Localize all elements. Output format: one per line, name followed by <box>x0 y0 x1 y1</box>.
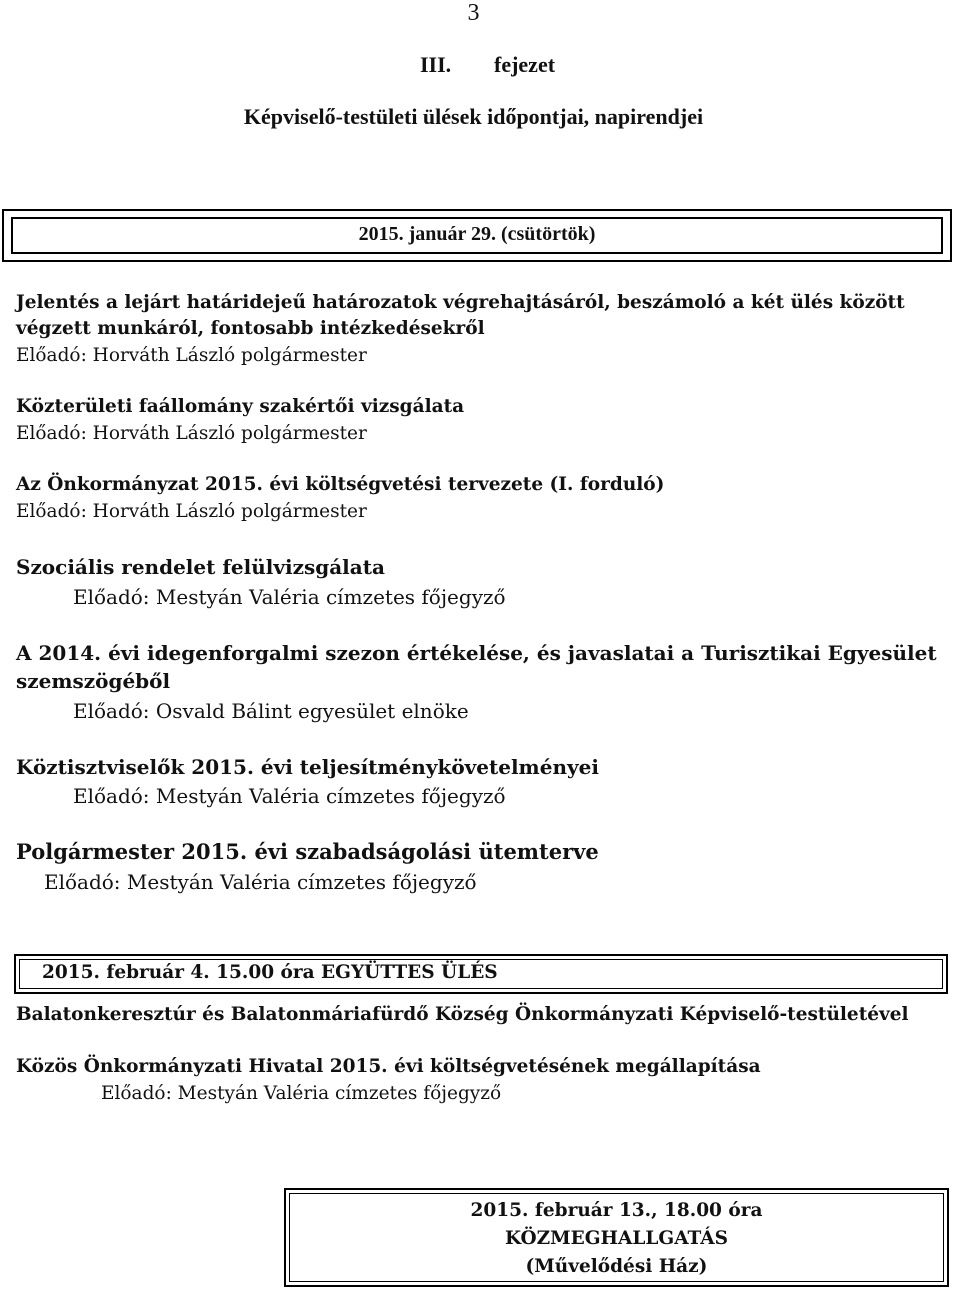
agenda-item-presenter: Előadó: Mestyán Valéria címzetes főjegyző <box>73 585 506 609</box>
agenda-item-title: A 2014. évi idegenforgalmi szezon értékelése, és javaslatai a Turisztikai Egyesület <box>16 641 937 665</box>
chapter-title: Képviselő-testületi ülések időpontjai, napirendjei <box>243 104 704 129</box>
agenda-item-title: Közös Önkormányzati Hivatal 2015. évi költségvetésének megállapítása <box>16 1056 761 1077</box>
agenda-item-title: szemszögéből <box>16 669 171 693</box>
meeting1-date: 2015. január 29. (csütörtök) <box>358 223 596 245</box>
agenda-item-title: Köztisztviselők 2015. évi teljesítménykövetelményei <box>16 755 599 779</box>
agenda-item-presenter: Előadó: Mestyán Valéria címzetes főjegyző <box>101 1083 502 1104</box>
meeting3-box <box>284 1188 949 1287</box>
agenda-item-title: végzett munkáról, fontosabb intézkedésekről <box>16 318 485 339</box>
agenda-item-presenter: Előadó: Mestyán Valéria címzetes főjegyző <box>73 784 506 808</box>
meeting3-location: (Művelődési Ház) <box>525 1256 708 1277</box>
agenda-item-presenter: Előadó: Horváth László polgármester <box>16 501 367 522</box>
meeting2-header-box <box>14 954 948 994</box>
meeting3-date: 2015. február 13., 18.00 óra <box>470 1200 763 1221</box>
chapter-number: III. <box>420 52 452 77</box>
agenda-item-title: Az Önkormányzat 2015. évi költségvetési tervezete (I. forduló) <box>16 474 665 495</box>
chapter-word: fejezet <box>494 52 556 77</box>
meeting3-type: KÖZMEGHALLGATÁS <box>504 1228 729 1249</box>
meeting1-date-box <box>2 209 952 262</box>
meeting2-subtitle: Balatonkeresztúr és Balatonmáriafürdő Község Önkormányzati Képviselő-testületével <box>16 1004 909 1025</box>
agenda-item-title: Közterületi faállomány szakértői vizsgálata <box>16 396 465 417</box>
agenda-item-title: Polgármester 2015. évi szabadságolási ütemterve <box>16 839 599 864</box>
agenda-item-presenter: Előadó: Mestyán Valéria címzetes főjegyző <box>44 870 477 894</box>
agenda-item-presenter: Előadó: Horváth László polgármester <box>16 345 367 366</box>
page-number: 3 <box>467 0 480 26</box>
agenda-item-title: Szociális rendelet felülvizsgálata <box>16 555 385 579</box>
agenda-item-title: Jelentés a lejárt határidejeű határozatok végrehajtásáról, beszámoló a két ülés között <box>16 292 905 313</box>
agenda-item-presenter: Előadó: Osvald Bálint egyesület elnöke <box>73 699 469 723</box>
meeting2-header: 2015. február 4. 15.00 óra EGYÜTTES ÜLÉS <box>42 962 498 983</box>
agenda-item-presenter: Előadó: Horváth László polgármester <box>16 423 367 444</box>
